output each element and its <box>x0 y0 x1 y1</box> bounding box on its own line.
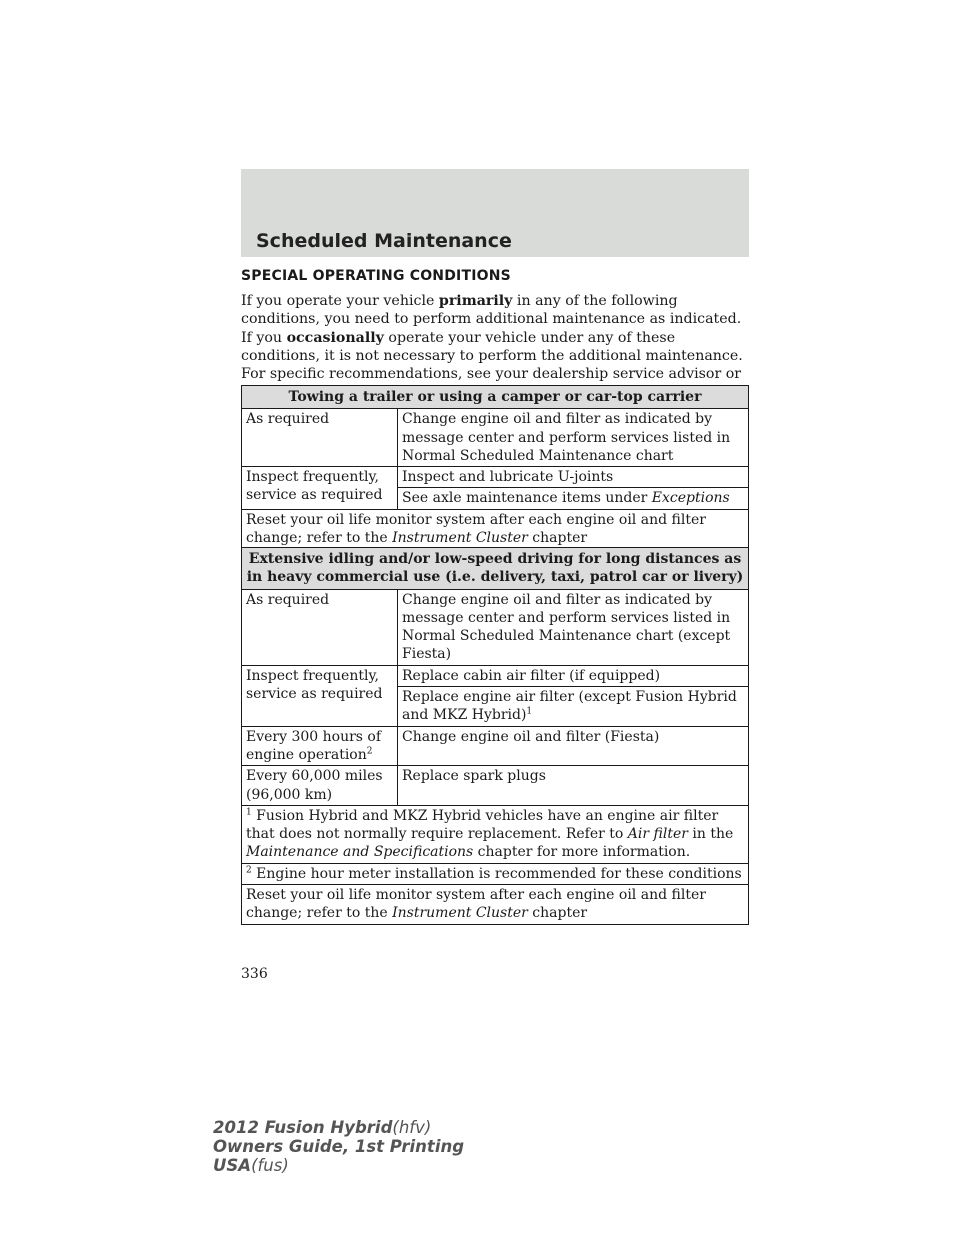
action-cell: Change engine oil and filter as indicated by message center and perform services listed in Normal Scheduled Maintenance chart <box>398 409 749 467</box>
interval-cell: As required <box>242 589 398 665</box>
action-text: See axle maintenance items under <box>402 490 652 507</box>
section-title: Scheduled Maintenance <box>256 230 512 252</box>
footnote-marker: 2 <box>366 746 373 757</box>
action-cell: Inspect and lubricate U-joints <box>398 467 749 488</box>
footer-market-code: (fus) <box>251 1156 289 1175</box>
table-row <box>242 665 749 686</box>
footer-line-3 <box>213 1156 464 1175</box>
intro-text-3: operate your vehicle under any of these conditions, it is not necessary to perform the additional maintenance. For specific recommendations, see your dealership service advisor or <box>241 329 743 383</box>
document-footer <box>213 1118 464 1175</box>
footnote-text: Engine hour meter installation is recommended for these conditions <box>251 865 742 882</box>
instrument-cluster-reference: Instrument Cluster <box>392 530 528 547</box>
footer-model-code: (hfv) <box>392 1118 432 1137</box>
air-filter-reference: Air filter <box>627 826 688 843</box>
action-text: Replace engine air filter (except Fusion Hybrid and MKZ Hybrid) <box>402 689 737 724</box>
maintenance-specs-reference: Maintenance and Specifications <box>246 844 474 861</box>
note-tail: chapter <box>527 530 588 547</box>
footer-model: 2012 Fusion Hybrid <box>213 1118 393 1137</box>
interval-cell: As required <box>242 409 398 467</box>
intro-emphasis-primarily: primarily <box>438 293 513 309</box>
note-text: Reset your oil life monitor system after each engine oil and filter change; refer to the <box>246 511 706 547</box>
footer-market: USA <box>213 1156 252 1175</box>
note-text: Reset your oil life monitor system after each engine oil and filter change; refer to the <box>246 887 706 922</box>
action-cell <box>398 488 749 509</box>
page-number: 336 <box>241 966 268 982</box>
table-row <box>242 589 749 665</box>
table-row <box>242 726 749 766</box>
footer-line-2: Owners Guide, 1st Printing <box>213 1137 465 1156</box>
interval-cell: Every 60,000 miles (96,000 km) <box>242 766 398 806</box>
table-row <box>242 863 749 884</box>
page-heading: SPECIAL OPERATING CONDITIONS <box>241 268 511 284</box>
note-tail: chapter <box>527 905 588 922</box>
footnote-number: 1 <box>246 807 252 818</box>
interval-cell: Inspect frequently, service as required <box>242 665 398 726</box>
action-cell: Replace cabin air filter (if equipped) <box>398 665 749 686</box>
note-cell <box>242 885 749 925</box>
table-row <box>242 467 749 488</box>
instrument-cluster-reference: Instrument Cluster <box>392 905 528 922</box>
table-header: Towing a trailer or using a camper or car-top carrier <box>242 386 749 409</box>
intro-text-1: If you operate your vehicle <box>241 293 439 309</box>
exceptions-reference: Exceptions <box>651 490 730 507</box>
interval-cell <box>242 726 398 766</box>
footnote-marker: 1 <box>526 706 533 717</box>
footnote-text: in the <box>687 826 734 843</box>
action-cell: Replace spark plugs <box>398 766 749 806</box>
action-cell <box>398 687 749 727</box>
table-row <box>242 805 749 863</box>
interval-text: Every 300 hours of engine operation <box>246 728 382 763</box>
idling-maintenance-table <box>241 547 749 925</box>
footnote-1 <box>242 805 749 863</box>
footnote-2 <box>242 863 749 884</box>
table-row <box>242 509 749 549</box>
note-cell <box>242 509 749 549</box>
action-cell: Change engine oil and filter as indicated by message center and perform services listed in Normal Scheduled Maintenance chart (except Fiesta) <box>398 589 749 665</box>
action-cell: Change engine oil and filter (Fiesta) <box>398 726 749 766</box>
footnote-number: 2 <box>246 865 252 876</box>
intro-emphasis-occasionally: occasionally <box>286 329 384 346</box>
table-row <box>242 409 749 467</box>
table-row <box>242 885 749 925</box>
table-row <box>242 766 749 806</box>
footnote-text: chapter for more information. <box>473 844 691 861</box>
interval-cell: Inspect frequently, service as required <box>242 467 398 510</box>
intro-text-2: in any of the following conditions, you need to perform additional maintenance as indicated. If you <box>241 293 742 346</box>
footer-line-1 <box>213 1118 464 1137</box>
table-header: Extensive idling and/or low-speed driving for long distances as in heavy commercial use (i.e. delivery, taxi, patrol car or livery) <box>242 548 749 590</box>
towing-maintenance-table <box>241 385 749 549</box>
footnote-text: Fusion Hybrid and MKZ Hybrid vehicles have an engine air filter that does not normally require replacement. Refer to <box>246 807 719 843</box>
